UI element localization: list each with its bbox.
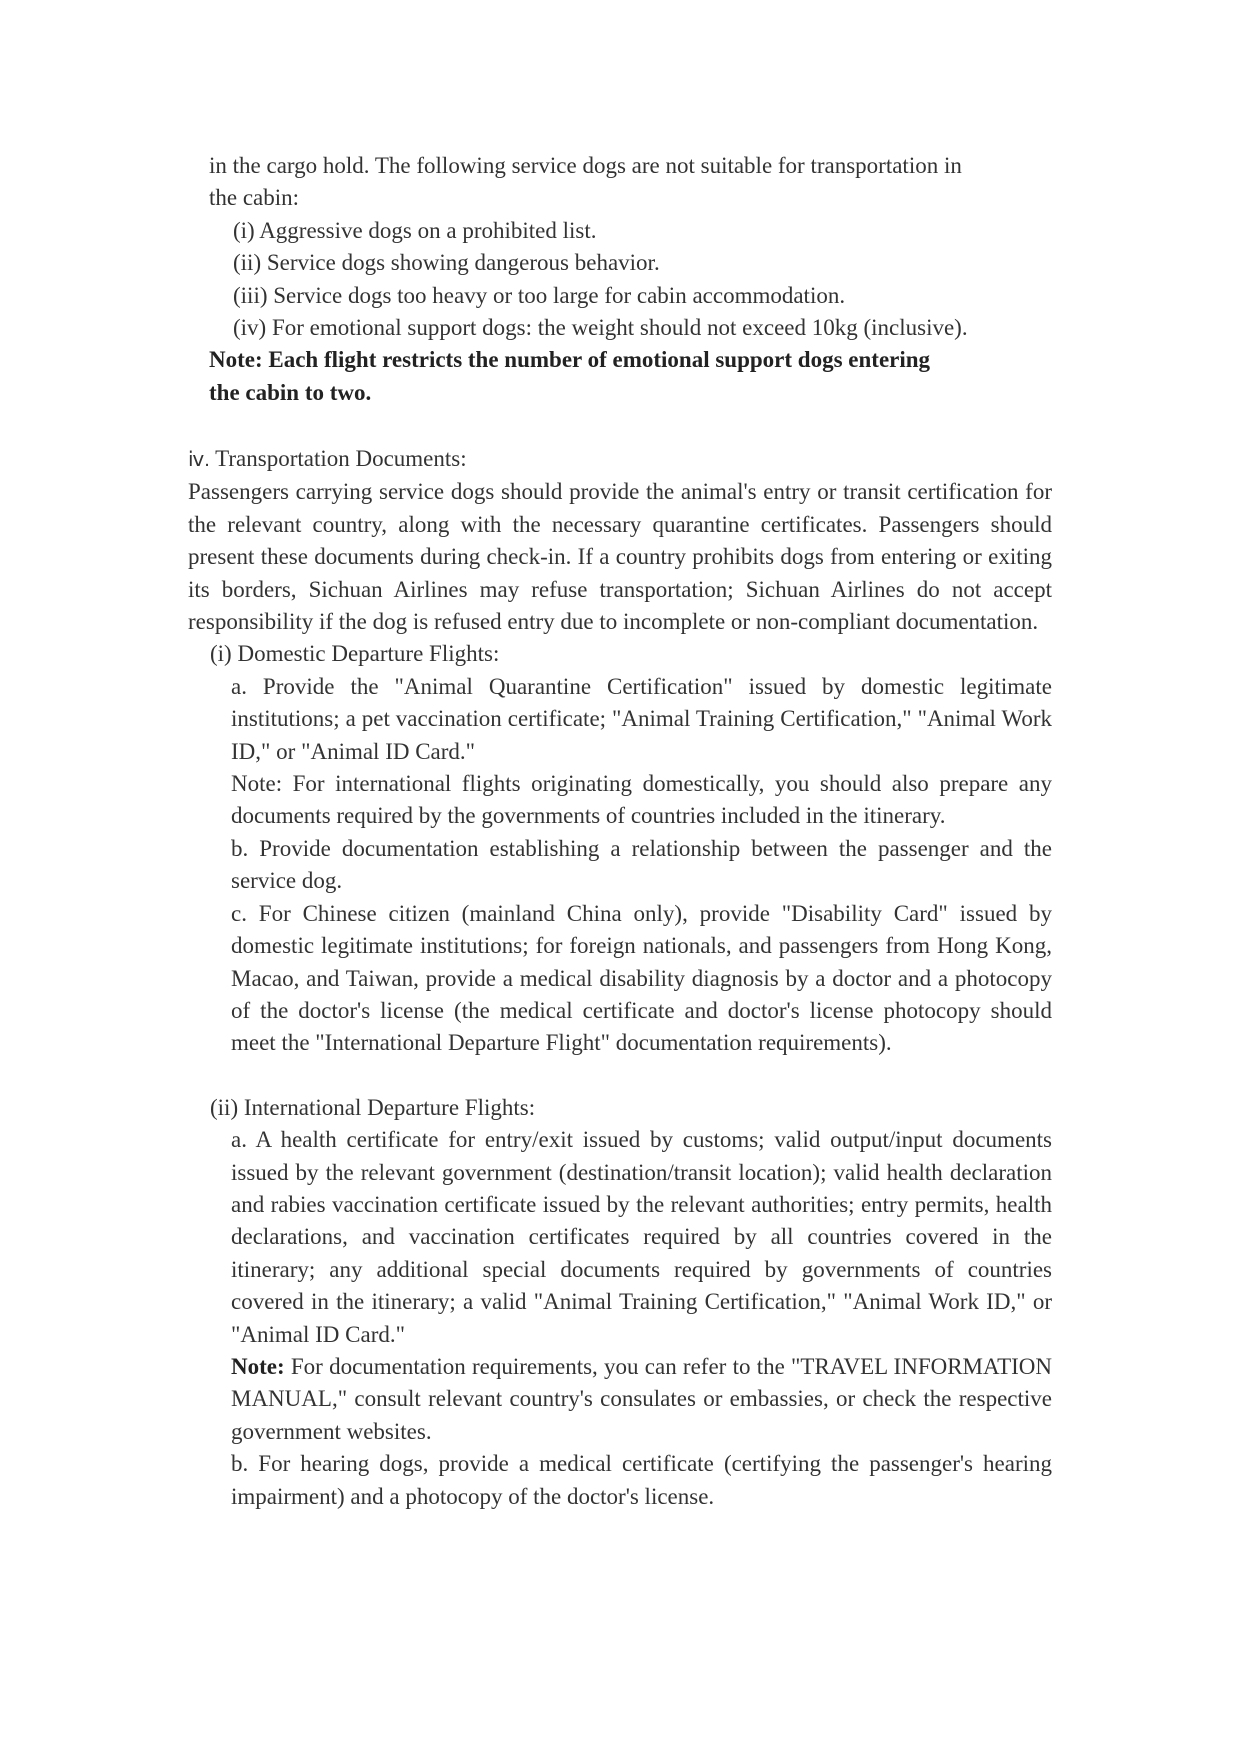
note-label: Note: (231, 1353, 285, 1379)
intro-block (209, 150, 1049, 409)
domestic-item-c: c. For Chinese citizen (mainland China only), provide "Disability Card" issued by domestic legitimate institutions; for foreign nationals, and passengers from Hong Kong, Macao, and Taiwan, provide a medical disability diagnosis by a doctor and a photocopy of the doctor's license (the medical certificate and doctor's license photocopy should meet the "International Departure Flight" documentation requirements). (231, 900, 1052, 1056)
international-item-a: a. A health certificate for entry/exit issued by customs; valid output/input documents issued by the relevant government (destination/transit location); valid health declaration and rabies vaccination certificate issued by the relevant authorities; entry permits, health declarations, and vaccination certificates required by all countries covered in the itinerary; any additional special documents required by governments of countries covered in the itinerary; a valid "Animal Training Certification," "Animal Work ID," or "Animal ID Card." (231, 1127, 1052, 1347)
domestic-item-a: a. Provide the "Animal Quarantine Certification" issued by domestic legitimate institutions; a pet vaccination certificate; "Animal Training Certification," "Animal Work ID," or "Animal ID Card." (231, 673, 1052, 764)
note-text: For documentation requirements, you can refer to the "TRAVEL INFORMATION MANUAL," consult relevant country's consulates or embassies, or check the respective government websites. (231, 1353, 1052, 1444)
section-title: Transportation Documents: (209, 446, 467, 471)
transportation-documents-section (188, 443, 1052, 1513)
domestic-note: Note: For international flights originating domestically, you should also prepare any documents required by the governments of countries included in the itinerary. (231, 771, 1052, 829)
intro-line: the cabin: (209, 185, 300, 211)
section-number: ⅳ. (188, 449, 210, 471)
spacer (188, 1060, 1052, 1092)
cabin-limit-note: the cabin to two. (209, 379, 372, 405)
subsection-title-domestic: (i) Domestic Departure Flights: (210, 641, 500, 667)
list-item: (iv) For emotional support dogs: the weight should not exceed 10kg (inclusive). (233, 315, 968, 341)
domestic-item-b: b. Provide documentation establishing a relationship between the passenger and the service dog. (231, 835, 1052, 894)
section-paragraph: Passengers carrying service dogs should provide the animal's entry or transit certification for the relevant country, along with the necessary quarantine certificates. Passengers should present these documents during check-in. If a country prohibits dogs from entering or exiting its borders, Sichuan Airlines may refuse transportation; Sichuan Airlines do not accept responsibility if the dog is refused entry due to incomplete or non-compliant documentation. (188, 479, 1052, 635)
international-item-b: b. For hearing dogs, provide a medical certificate (certifying the passenger's hearing impairment) and a photocopy of the doctor's license. (231, 1451, 1052, 1509)
international-note (188, 1351, 1052, 1448)
cabin-limit-note: Note: Each flight restricts the number of emotional support dogs entering (209, 347, 931, 373)
section-heading (188, 443, 1052, 476)
list-item: (iii) Service dogs too heavy or too large for cabin accommodation. (233, 282, 846, 308)
subsection-title-international: (ii) International Departure Flights: (210, 1094, 536, 1120)
list-item: (i) Aggressive dogs on a prohibited list. (233, 217, 597, 243)
intro-line: in the cargo hold. The following service dogs are not suitable for transportation in (209, 153, 962, 178)
list-item: (ii) Service dogs showing dangerous behavior. (233, 250, 660, 276)
